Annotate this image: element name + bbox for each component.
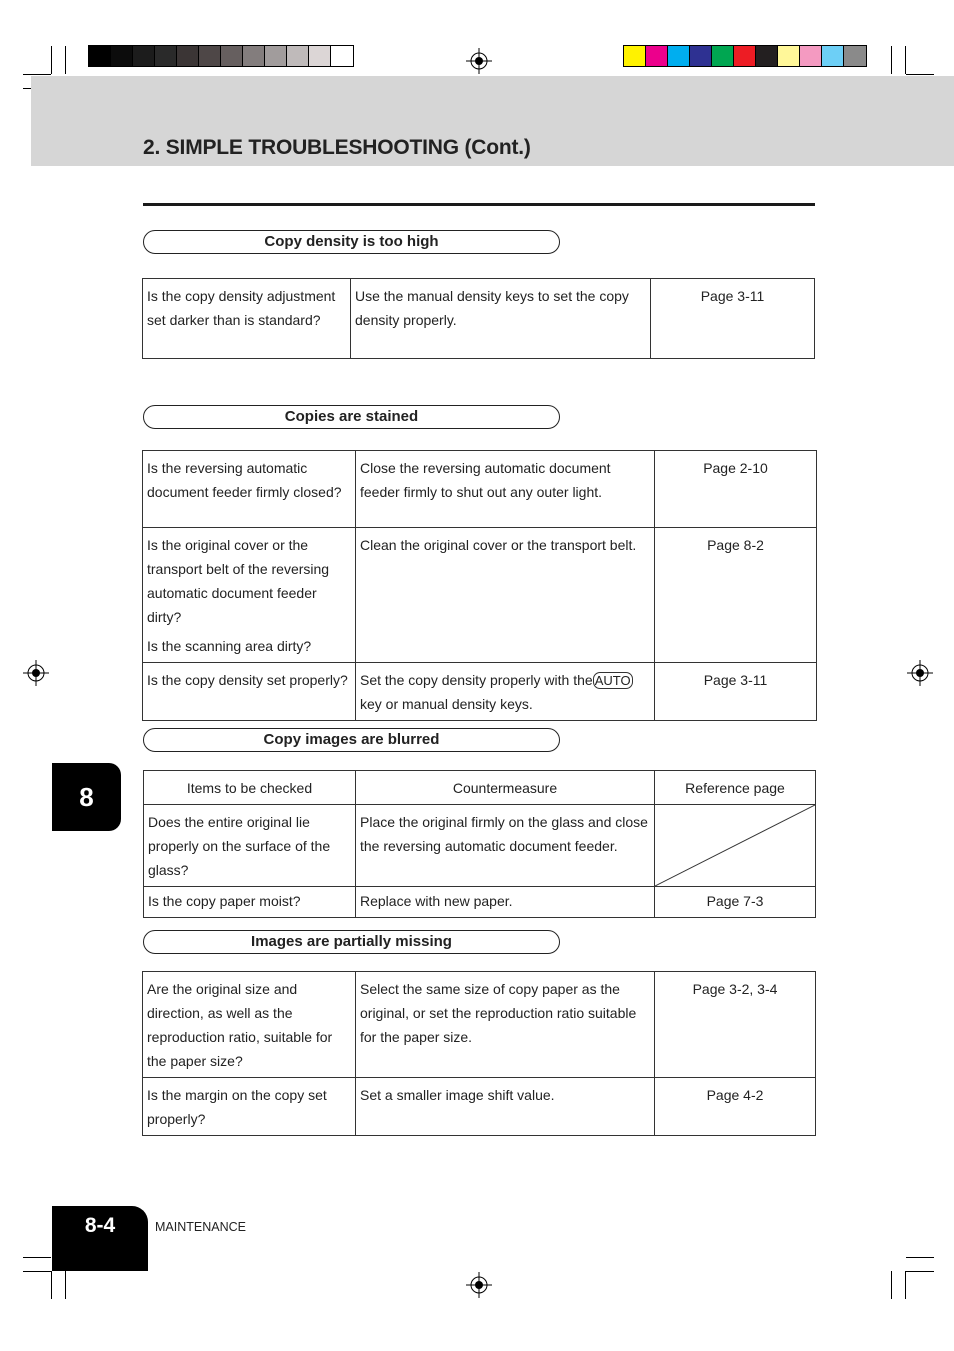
process-color-bar — [623, 45, 867, 67]
color-swatch — [243, 46, 265, 66]
color-swatch — [265, 46, 287, 66]
measure-cell: Replace with new paper. — [356, 887, 655, 918]
registration-mark-left-icon — [23, 660, 49, 686]
measure-text-before: Set the copy density properly with the — [360, 672, 593, 688]
measure-cell: Set a smaller image shift value. — [356, 1078, 655, 1136]
column-header-check: Items to be checked — [144, 771, 356, 805]
color-swatch — [712, 46, 734, 66]
ref-cell: Page 7-3 — [655, 887, 816, 918]
column-header-ref: Reference page — [655, 771, 816, 805]
color-swatch — [287, 46, 309, 66]
registration-mark-bottom-icon — [466, 1272, 492, 1298]
color-swatch — [309, 46, 331, 66]
chapter-tab: 8 — [52, 763, 121, 831]
check-text: Is the original cover or the transport belt of the reversing automatic document feeder dirty? — [147, 537, 330, 625]
crop-mark-bl-v — [51, 1271, 52, 1299]
column-header-measure: Countermeasure — [356, 771, 655, 805]
color-swatch — [756, 46, 778, 66]
table-row — [143, 451, 817, 528]
page-title: 2. SIMPLE TROUBLESHOOTING (Cont.) — [143, 136, 531, 159]
measure-cell: Place the original firmly on the glass and close the reversing automatic document feeder. — [356, 805, 655, 887]
check-cell: Does the entire original lie properly on the surface of the glass? — [144, 805, 356, 887]
ref-cell: Page 4-2 — [655, 1078, 816, 1136]
table-row — [143, 663, 817, 721]
measure-cell: Use the manual density keys to set the copy density properly. — [351, 279, 651, 359]
table-row — [143, 528, 817, 663]
registration-mark-right-icon — [907, 660, 933, 686]
check-cell: Is the margin on the copy set properly? — [143, 1078, 356, 1136]
check-cell — [143, 528, 356, 663]
color-swatch — [199, 46, 221, 66]
color-swatch — [177, 46, 199, 66]
table-header-row — [144, 771, 816, 805]
color-swatch — [221, 46, 243, 66]
measure-cell: Clean the original cover or the transport belt. — [356, 528, 655, 663]
footer-label: MAINTENANCE — [155, 1220, 246, 1234]
crop-mark-bl-h2 — [23, 1271, 51, 1272]
table-row — [143, 972, 816, 1078]
color-swatch — [624, 46, 646, 66]
title-rule — [143, 203, 815, 206]
ref-cell-not-applicable — [655, 805, 816, 887]
crop-mark-br-v — [905, 1271, 906, 1299]
crop-mark-tr-v2 — [891, 46, 892, 74]
crop-mark-br-h — [906, 1257, 934, 1258]
section-heading-images-missing: Images are partially missing — [143, 930, 560, 954]
table-row — [143, 1078, 816, 1136]
crop-mark-tr-v — [905, 46, 906, 74]
check-cell: Is the copy density adjustment set darker than is standard? — [143, 279, 351, 359]
gray-color-bar — [88, 45, 354, 67]
measure-cell — [356, 663, 655, 721]
section-heading-density-high: Copy density is too high — [143, 230, 560, 254]
check-cell: Is the reversing automatic document feeder firmly closed? — [143, 451, 356, 528]
table-images-missing — [142, 971, 816, 1136]
measure-cell: Close the reversing automatic document feeder firmly to shut out any outer light. — [356, 451, 655, 528]
color-swatch — [800, 46, 822, 66]
check-cell: Are the original size and direction, as well as the reproduction ratio, suitable for the paper size? — [143, 972, 356, 1078]
check-cell: Is the copy density set properly? — [143, 663, 356, 721]
table-row — [143, 279, 815, 359]
section-heading-images-blurred: Copy images are blurred — [143, 728, 560, 752]
color-swatch — [331, 46, 353, 66]
ref-cell: Page 3-11 — [651, 279, 815, 359]
ref-cell: Page 2-10 — [655, 451, 817, 528]
page-number: 8-4 — [52, 1206, 148, 1271]
color-swatch — [668, 46, 690, 66]
color-swatch — [734, 46, 756, 66]
crop-mark-tl-v — [51, 46, 52, 74]
registration-mark-top-icon — [466, 48, 492, 74]
ref-cell: Page 3-2, 3-4 — [655, 972, 816, 1078]
measure-text-after: key or manual density keys. — [360, 696, 533, 712]
crop-mark-br-h2 — [906, 1271, 934, 1272]
color-swatch — [155, 46, 177, 66]
diagonal-strike-icon — [655, 805, 815, 886]
crop-mark-tr-h — [906, 74, 934, 75]
crop-mark-tl-v2 — [65, 46, 66, 74]
crop-mark-tl-h — [23, 74, 51, 75]
color-swatch — [690, 46, 712, 66]
measure-cell: Select the same size of copy paper as the original, or set the reproduction ratio suitable for the paper size. — [356, 972, 655, 1078]
color-swatch — [844, 46, 866, 66]
color-swatch — [111, 46, 133, 66]
ref-cell: Page 8-2 — [655, 528, 817, 663]
table-row — [144, 887, 816, 918]
section-heading-copies-stained: Copies are stained — [143, 405, 560, 429]
crop-mark-bl-v2 — [65, 1271, 66, 1299]
table-copies-stained — [142, 450, 817, 721]
auto-key-label: AUTO — [594, 673, 631, 688]
check-extra-text: Is the scanning area dirty? — [147, 638, 312, 654]
table-images-blurred — [143, 770, 816, 918]
table-density-high — [142, 278, 815, 359]
color-swatch — [89, 46, 111, 66]
crop-mark-br-v2 — [891, 1271, 892, 1299]
color-swatch — [778, 46, 800, 66]
crop-mark-bl-h — [23, 1257, 51, 1258]
color-swatch — [133, 46, 155, 66]
ref-cell: Page 3-11 — [655, 663, 817, 721]
check-cell: Is the copy paper moist? — [144, 887, 356, 918]
table-row — [144, 805, 816, 887]
color-swatch — [822, 46, 844, 66]
color-swatch — [646, 46, 668, 66]
